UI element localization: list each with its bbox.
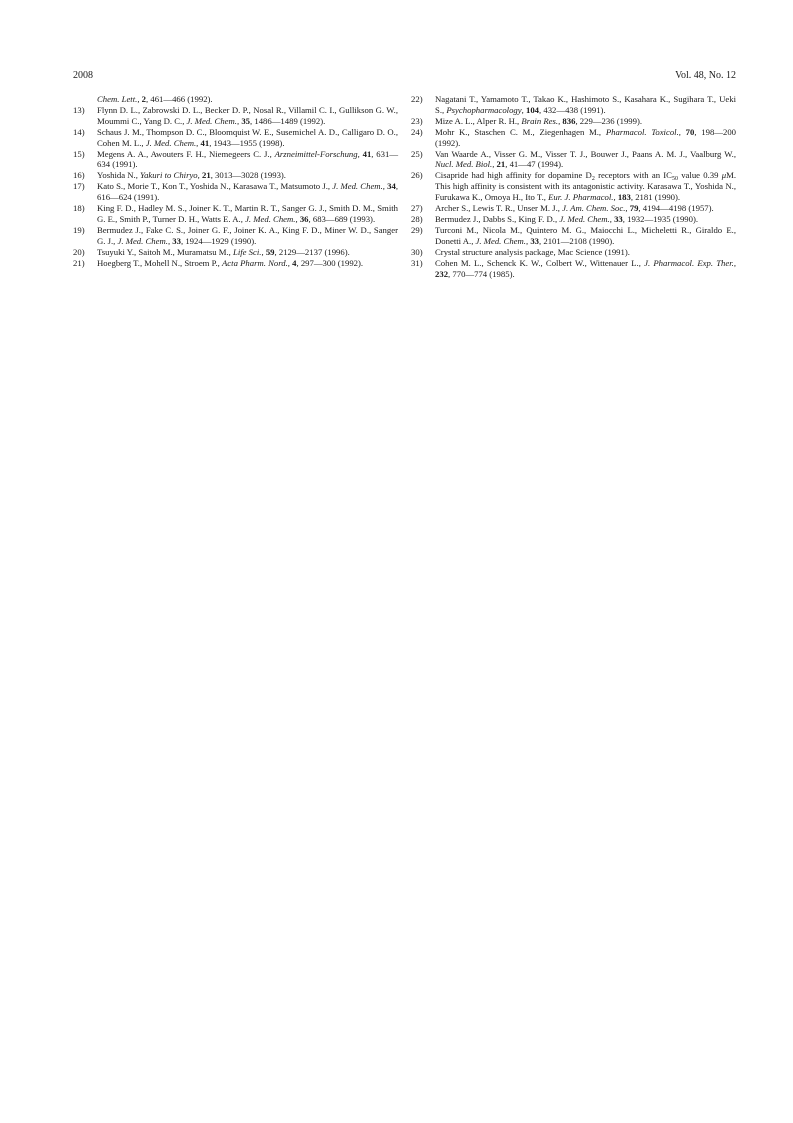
reference-volume: 36 [299,213,309,224]
reference-text: Schaus J. M., Thompson D. C., Bloomquist W. E., Susemichel A. D., Calligaro D. O., Cohen M. L., [97,126,398,148]
reference-journal: Yakuri to Chiryo [140,170,198,181]
reference-number: 22) [411,94,423,104]
reference-text: , [521,104,526,115]
reference-journal: J. Pharmacol. Exp. Ther. [644,257,734,268]
reference-item [73,181,398,203]
reference-text: , [382,181,388,192]
reference-text: , 297—300 (1992). [296,257,364,268]
reference-number: 20) [73,246,85,257]
reference-journal: Psychopharmacology [446,104,522,115]
reference-volume: 836 [562,115,576,126]
reference-journal: J. Am. Chem. Soc. [562,203,626,214]
reference-number: 23) [411,115,423,126]
reference-item [411,214,736,225]
reference-text: , 770—774 (1985). [448,268,515,279]
reference-volume: 70 [685,126,695,137]
reference-journal: Eur. J. Pharmacol. [548,192,614,203]
reference-text: , 4194—4198 (1957). [638,203,714,214]
reference-journal: Brain Res. [521,115,559,126]
reference-item [411,149,736,171]
reference-text: Bermudez J., Fake C. S., Joiner G. F., Joiner K. A., King F. D., Miner W. D., Sanger G. J., [97,224,398,246]
reference-volume: 104 [525,104,540,115]
reference-number: 16) [73,170,85,181]
reference-text: Hoegberg T., Mohell N., Stroem P., [97,257,222,268]
references-left-column [73,94,398,269]
reference-item [73,170,398,181]
reference-text: Bermudez J., Dabbs S., King F. D., [435,213,560,224]
reference-text: , 631—634 (1991). [97,148,399,170]
reference-item [411,203,736,214]
reference-journal: J. Med. Chem. [332,181,383,192]
reference-text: , [236,115,242,126]
reference-journal: J. Med. Chem. [475,235,526,246]
reference-number: 30) [411,246,423,257]
reference-item [73,258,398,269]
reference-text: , [525,235,531,246]
reference-journal: Acta Pharm. Nord. [222,257,288,268]
reference-text: Crystal structure analysis package, Mac Science (1991). [435,246,630,257]
reference-journal: J. Med. Chem. [559,213,610,224]
reference-number: 27) [411,203,423,214]
reference-journal: Chem. Lett. [97,94,138,104]
reference-number: 19) [73,224,85,235]
reference-number: 31) [411,257,423,268]
reference-text: , 1932—1935 (1990). [622,213,699,224]
reference-text: , 198—200 (1992). [435,126,737,148]
reference-text: , [196,137,201,148]
reference-volume: 35 [241,115,250,126]
reference-item [73,127,398,149]
reference-text: Cohen M. L., Schenck K. W., Colbert W., Wittenauer L., [435,257,645,268]
reference-volume: 33 [530,235,539,246]
reference-volume: 33 [614,213,623,224]
reference-text: , 1924—1929 (1990). [180,235,257,246]
reference-journal: Arzneimittel-Forschung [274,148,358,159]
reference-number: 29) [411,224,423,235]
reference-text: , [613,192,618,203]
reference-volume: 232 [435,268,449,279]
reference-number: 26) [411,170,423,181]
reference-text: Mohr K., Staschen C. M., Ziegenhagen M., [435,126,606,137]
reference-text: Turconi M., Nicola M., Quintero M. G., Maiocchi L., Micheletti R., Giraldo E., Donetti A., [435,224,736,246]
reference-text: , 683—689 (1993). [308,213,376,224]
subscript: 50 [671,176,678,183]
reference-text: Yoshida N., [97,170,141,181]
reference-text: , 432—438 (1991). [539,104,606,115]
reference-text: King F. D., Hadley M. S., Joiner K. T., Martin R. T., Sanger G. J., Smith D. M., Smith G. E., Smith P., Turner D. H., Watts E. A., [97,203,398,224]
reference-number: 15) [73,148,85,159]
reference-text: M. This high affinity is consistent with its antagonistic activity. Karasawa T., Yoshida N., Furukawa K., Omoya H., Ito T., [435,170,736,203]
reference-text: , [609,213,615,224]
reference-text: , 616—624 (1991). [97,181,398,203]
reference-text: , 1943—1955 (1998). [209,137,285,148]
reference-number: 18) [73,203,85,214]
reference-volume: 4 [292,257,297,268]
reference-text: , [261,246,266,257]
reference-item [73,105,398,127]
reference-text: , 229—236 (1999). [575,115,643,126]
reference-number: 24) [411,126,423,137]
reference-text: , [295,213,300,224]
reference-item [411,170,736,203]
reference-text: Megens A. A., Awouters F. H., Niemegeers C. J., [97,148,275,159]
reference-volume: 34 [387,181,396,192]
reference-item [411,225,736,247]
reference-text: , [492,159,497,170]
reference-text: , 2101—2108 (1990). [539,235,615,246]
reference-text: , [678,126,686,137]
reference-item [73,225,398,247]
reference-text: Cisapride had high affinity for dopamine D [435,170,592,181]
reference-volume: 2 [141,94,146,104]
reference-number: 14) [73,126,85,137]
reference-item [73,94,398,105]
reference-text: , 2181 (1990). [630,192,681,203]
reference-item [411,247,736,258]
reference-volume: 33 [172,235,181,246]
reference-text: , 41—47 (1994). [505,159,564,170]
reference-volume: 183 [617,192,631,203]
reference-text: , [287,257,293,268]
reference-item [73,203,398,225]
reference-journal: J. Med. Chem. [117,235,168,246]
reference-item [411,94,736,116]
reference-journal: μ [721,170,727,181]
reference-text: , [137,94,142,104]
reference-item [411,127,736,149]
reference-journal: Pharmacol. Toxicol. [605,126,679,137]
reference-text: receptors with an IC [594,170,672,181]
reference-text: Flynn D. L., Zabrowski D. L., Becker D. P., Nosal R., Villamil C. I., Gullikson G. W., Moummi C., Yang D. C., [97,104,398,126]
reference-text: Van Waarde A., Visser G. M., Visser T. J., Bouwer J., Paans A. M. J., Vaalburg W., [435,148,736,159]
reference-text: , [558,115,563,126]
reference-journal: J. Med. Chem. [186,115,237,126]
reference-volume: 21 [202,170,211,181]
reference-text: , 461—466 (1992). [146,94,213,104]
reference-text: value 0.39 [677,170,722,181]
subscript: 2 [591,176,595,183]
reference-volume: 79 [629,203,639,214]
reference-item [73,247,398,258]
reference-text: Archer S., Lewis T. R., Unser M. J., [435,203,563,214]
reference-volume: 41 [362,148,372,159]
reference-item [411,116,736,127]
reference-text: , [197,170,202,181]
reference-number: 28) [411,213,423,224]
reference-text: Kato S., Morie T., Kon T., Yoshida N., Karasawa T., Matsumoto J., [97,181,333,192]
reference-item [411,258,736,280]
reference-text: , [733,257,736,268]
reference-text: Nagatani T., Yamamoto T., Takao K., Hashimoto S., Kasahara K., Sugihara T., Ueki S., [435,94,736,115]
reference-item [73,149,398,171]
reference-number: 21) [73,257,85,268]
reference-text: Mize A. L., Alper R. H., [435,115,522,126]
reference-text: , [167,235,173,246]
reference-text: , [357,148,363,159]
reference-text: , 1486—1489 (1992). [250,115,326,126]
reference-number: 17) [73,181,85,192]
reference-volume: 59 [265,246,275,257]
reference-number: 25) [411,148,423,159]
reference-volume: 41 [200,137,210,148]
reference-journal: J. Med. Chem. [245,213,296,224]
reference-text: , 2129—2137 (1996). [274,246,350,257]
reference-text: , 3013—3028 (1993). [210,170,286,181]
reference-journal: J. Med. Chem. [145,137,197,148]
reference-volume: 21 [496,159,506,170]
references-right-column [411,94,736,279]
reference-journal: Nucl. Med. Biol. [435,159,493,170]
page-number: 2008 [73,70,93,81]
reference-text: Tsuyuki Y., Saitoh M., Muramatsu M., [97,246,233,257]
reference-number: 13) [73,104,85,115]
reference-journal: Life Sci. [232,246,262,257]
journal-volume: Vol. 48, No. 12 [675,70,736,81]
reference-text: , [625,203,630,214]
